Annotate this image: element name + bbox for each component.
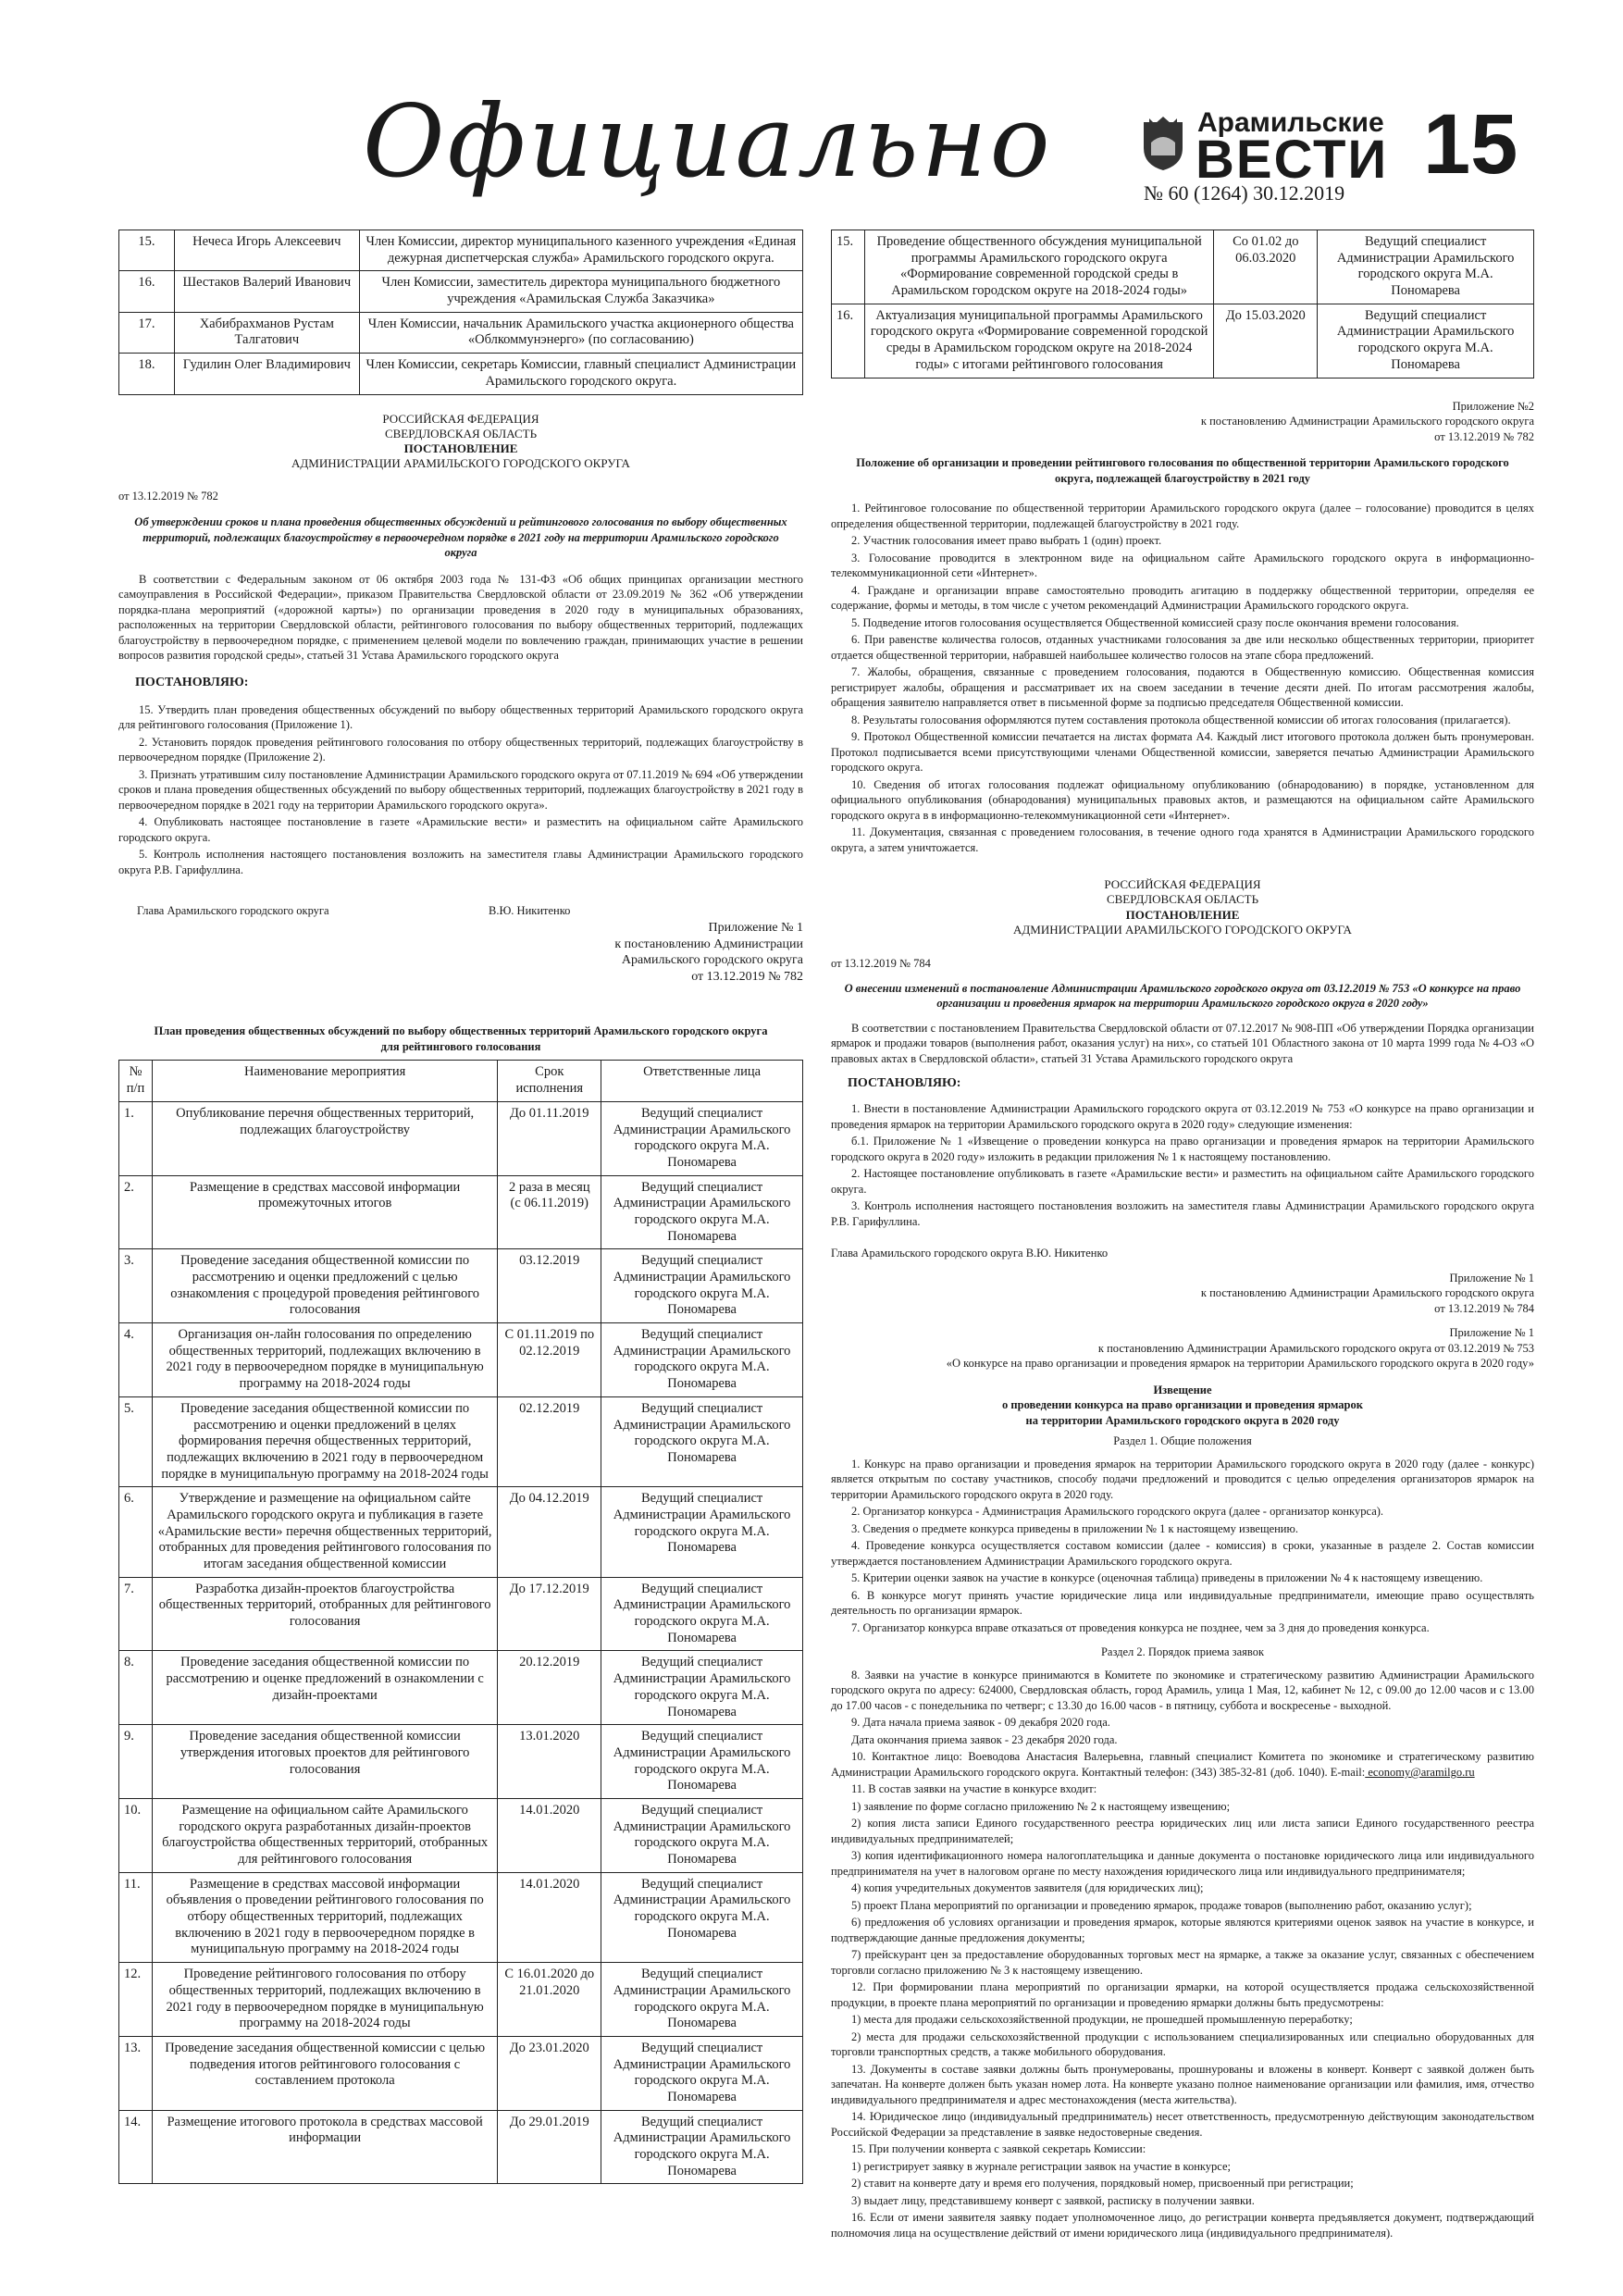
paragraph: 1) заявление по форме согласно приложению № 2 к настоящему извещению; [851,1799,1231,1813]
row-number: 2. [119,1175,153,1249]
event-name: Проведение заседания общественной комиссии утверждения итоговых проектов для рейтингового голосования [152,1725,497,1799]
event-term: 02.12.2019 [498,1396,601,1486]
plan-row [119,1798,803,1872]
row-number: 11. [119,1872,153,1962]
event-name: Размещение в средствах массовой информации объявления о проведении рейтингового голосования по отбору общественных территорий, подлежащих включению в 2021 году в первоочередном порядке в муниципальную программу на 2018-2024 годы [152,1872,497,1962]
plan-table-continued [831,230,1534,379]
event-name: Размещение итогового протокола в средствах массовой информации [152,2110,497,2184]
responsible-person: Ведущий специалист Администрации Арамильского городского округа М.А. Пономарева [601,1487,803,1577]
paragraph: 16. Если от имени заявителя заявку подает уполномоченное лицо, до регистрации конверта предъявляется документ, подтверждающий полномочия лица на осуществление действий от имени юридического лица (индивидуального предпринимателя). [831,2211,1534,2240]
row-number: 16. [119,271,175,312]
responsible-person: Ведущий специалист Администрации Арамильского городского округа М.А. Пономарева [601,1651,803,1725]
plan-row [119,1487,803,1577]
logo-bottom-text: ВЕСТИ [1196,130,1389,190]
responsible-person: Ведущий специалист Администрации Арамильского городского округа М.А. Пономарева [601,1396,803,1486]
plan-row [119,2110,803,2184]
event-name: Размещение на официальном сайте Арамильского городского округа разработанных дизайн-проектов благоустройства общественных территорий, отобранных для рейтингового голосования [152,1798,497,1872]
row-number: 14. [119,2110,153,2184]
event-term: До 04.12.2019 [498,1487,601,1577]
event-name: Проведение заседания общественной комиссии по рассмотрению и оценке предложений в ознакомлении с дизайн-проектами [152,1651,497,1725]
event-name: Проведение заседания общественной комиссии по рассмотрению и оценки предложений с целью ознакомления с процедурой проведения рейтингового голосования [152,1249,497,1323]
plan-row [119,1101,803,1175]
appendix2-title: Положение об организации и проведении рейтингового голосования по общественной территории Арамильского городского округа, подлежащей благоустройству в 2021 году [856,456,1509,485]
paragraph: 1) регистрирует заявку в журнале регистрации заявок на участие в конкурсе; [851,2159,1232,2173]
page-number: 15 [1423,97,1518,192]
paragraph: 14. Юридическое лицо (индивидуальный предприниматель) несет ответственность, предусмотренную действующим законодательством Российской Федерации за представление в заявке недостоверные сведения. [831,2110,1534,2139]
decree1-appendix: Приложение № 1 к постановлению Администрации Арамильского городского округа от 13.12.2019 № 782 [614,921,803,984]
member-name: Нечеса Игорь Алексеевич [174,230,359,271]
member-role: Член Комиссии, секретарь Комиссии, главный специалист Администрации Арамильского городского округа. [359,354,802,394]
event-term: 14.01.2020 [498,1872,601,1962]
row-number: 15. [119,230,175,271]
paragraph: 1. Конкурс на право организации и проведения ярмарок на территории Арамильского городского округа в 2020 году (далее - конкурс) является открытым по составу участников, способу подачи предложений и проводится с целью определения организаторов ярмарок на территории Арамильского городского округа в 2020 году. [831,1457,1534,1501]
responsible-person: Ведущий специалист Администрации Арамильского городского округа М.А. Пономарева [1318,230,1534,304]
plan-row [119,1249,803,1323]
row-number: 18. [119,354,175,394]
paragraph: 9. Протокол Общественной комиссии печатается на листах формата А4. Каждый лист итогового протокола должен быть пронумерован. Протокол подписывается всеми присутствующими членами Общественной комиссии, заверяется печатью Администрации Арамильского городского округа. [831,730,1534,774]
row-number: 17. [119,312,175,353]
paragraph: 8. Заявки на участие в конкурсе принимаются в Комитете по экономике и стратегическому развитию Администрации Арамильского городского округа по адресу: 624000, Свердловская область, город Арамиль, улица 1 Мая, 12, кабинет № 12, с 09.00 до 12.00 часов и с 13.00 до 17.00 часов - с понедельника по четверг; с 13.30 до 16.00 часов - в пятницу, суббота и воскресенье - выходной. [831,1668,1534,1712]
member-role: Член Комиссии, начальник Арамильского участка акционерного общества «Облкоммунэнерго» (по согласованию) [359,312,802,353]
row-number: 7. [119,1577,153,1651]
issue-number: № 60 (1264) 30.12.2019 [1144,181,1345,205]
paragraph: 2. Участник голосования имеет право выбрать 1 (один) проект. [851,534,1162,547]
event-term: До 17.12.2019 [498,1577,601,1651]
decree1-title: Об утверждении сроков и плана проведения общественных обсуждений и рейтингового голосования по выбору общественных территорий, подлежащих благоустройству в первоочередном порядке в 2021 году на территории Арамильского городского округа [134,515,787,559]
paragraph: 3) копия идентификационного номера налогоплательщика и данные документа о постановке юридического лица или индивидуального предпринимателя на учет в налоговом органе по месту нахождения юридического лица или индивидуального предпринимателя; [831,1849,1534,1878]
row-number: 13. [119,2036,153,2110]
plan-row [119,1651,803,1725]
plan-row [119,1725,803,1799]
responsible-person: Ведущий специалист Администрации Арамильского городского округа М.А. Пономарева [601,1249,803,1323]
paragraph: 3. Голосование проводится в электронном виде на официальном сайте Арамильского городского округа в информационно-телекоммуникационной сети «Интернет». [831,551,1534,579]
event-name: Актуализация муниципальной программы Арамильского городского округа «Формирование современной городской среды в Арамильском городском округе на 2018-2024 годы» с итогами рейтингового голосования [864,304,1213,378]
decree2-signature: Глава Арамильского городского округа В.Ю. Никитенко [831,1247,1109,1260]
plan-row [119,1175,803,1249]
member-name: Гудилин Олег Владимирович [174,354,359,394]
decree1-item: 2. Установить порядок проведения рейтингового голосования по отбору общественных территорий, подлежащих благоустройству в первоочередном порядке (Приложение 2). [118,735,803,764]
decree1-signature: Глава Арамильского городского округа В.Ю. Никитенко [137,904,571,918]
plan-row [119,1323,803,1397]
row-number: 15. [832,230,865,304]
responsible-person: Ведущий специалист Администрации Арамильского городского округа М.А. Пономарева [601,1725,803,1799]
plan-row [119,1963,803,2037]
paragraph: 5. Критерии оценки заявок на участие в конкурсе (оценочная таблица) приведены в приложении № 4 к настоящему извещению. [851,1571,1483,1585]
event-name: Проведение заседания общественной комиссии с целью подведения итогов рейтингового голосования с составлением протокола [152,2036,497,2110]
event-name: Разработка дизайн-проектов благоустройства общественных территорий, отобранных для рейтингового голосования [152,1577,497,1651]
paragraph: 2) копия листа записи Единого государственного реестра юридических лиц или листа записи Единого государственного реестра индивидуальных предпринимателей; [831,1817,1534,1845]
event-term: 14.01.2020 [498,1798,601,1872]
paragraph: 12. При формировании плана мероприятий по организации ярмарки, на которой осуществляется продажа сельскохозяйственной продукции, в проекте плана мероприятий по организации и проведению ярмарки должны быть предусмотрены: [831,1980,1534,2009]
decree1-date: от 13.12.2019 № 782 [118,489,218,503]
logo-top-text: Арамильские [1197,107,1384,138]
decree2-appendix-b: Приложение № 1 к постановлению Администрации Арамильского городского округа от 03.12.2019 № 753 «О конкурсе на право организации и проведения ярмарок на территории Арамильского городского округа в 2020 году» [946,1326,1534,1371]
event-name: Утверждение и размещение на официальном сайте Арамильского городского округа и публикация в газете «Арамильские вести» перечня общественных территорий, отобранных для проведения рейтингового голосования по итогам заседания общественной комиссии [152,1487,497,1577]
plan-row [119,1396,803,1486]
section-title: Официально [363,84,1053,200]
event-term: С 16.01.2020 до 21.01.2020 [498,1963,601,2037]
decree2-preamble: В соответствии с постановлением Правительства Свердловской области от 07.12.2017 № 908-ПП «Об утверждении Порядка организации ярмарок и продажи товаров (выполнения работ, оказания услуг) на них», со статьей 101 Областного закона от 10 марта 1999 года № 4-ОЗ «О правовых актах в Свердловской области», статьей 31 Устава Арамильского городского округа [831,1021,1534,1065]
plan-row [119,2036,803,2110]
commission-row [119,312,803,353]
row-number: 3. [119,1249,153,1323]
decree1-resolve: ПОСТАНОВЛЯЮ: [135,675,249,689]
plan-header-cell: № п/п [119,1061,153,1101]
event-term: До 01.11.2019 [498,1101,601,1175]
paragraph: 2. Организатор конкурса - Администрация Арамильского городского округа (далее - организатор конкурса). [851,1505,1384,1519]
city-crest-icon [1140,115,1186,172]
row-number: 9. [119,1725,153,1799]
plan-title: План проведения общественных обсуждений по выбору общественных территорий Арамильского городского округа для рейтингового голосования [154,1024,768,1053]
event-term: До 15.03.2020 [1214,304,1318,378]
paragraph: 2) ставит на конверте дату и время его получения, порядковый номер, присвоенный при регистрации; [851,2177,1354,2191]
plan-header-cell: Срок исполнения [498,1061,601,1101]
paragraph: 2) места для продажи сельскохозяйственной продукции с использованием специализированных или специально оборудованных для торговли транспортных средств, а также мобильного оборудования. [831,2029,1534,2059]
appendix2-header: Приложение №2 к постановлению Администрации Арамильского городского округа от 13.12.2019 № 782 [1200,399,1534,443]
plan-header-cell: Ответственные лица [601,1061,803,1101]
member-name: Шестаков Валерий Иванович [174,271,359,312]
plan-row [832,304,1534,378]
member-name: Хабибрахманов Рустам Талгатович [174,312,359,353]
decree2-header: РОССИЙСКАЯ ФЕДЕРАЦИЯ СВЕРДЛОВСКАЯ ОБЛАСТЬ ПОСТАНОВЛЕНИЕ АДМИНИСТРАЦИИ АРАМИЛЬСКОГО ГОРОДСКОГО ОКРУГА [1013,877,1352,937]
paragraph: 7. Жалобы, обращения, связанные с проведением голосования, подаются в Общественную комиссию. Общественная комиссия регистрирует жалобы, обращения и рассматривает их на своем заседании в течение десяти дней. По итогам рассмотрения жалобы, обращения заявителю направляется ответ в письменной форме за подписью председателя Общественной комиссии. [831,665,1534,709]
event-name: Проведение общественного обсуждения муниципальной программы Арамильского городского округа «Формирование современной городской среды в Арамильском городском округе на 2018-2024 годы» [864,230,1213,304]
plan-row [119,1577,803,1651]
member-role: Член Комиссии, директор муниципального казенного учреждения «Единая дежурная диспетчерская служба» Арамильского городского округа. [359,230,802,271]
responsible-person: Ведущий специалист Администрации Арамильского городского округа М.А. Пономарева [601,1577,803,1651]
row-number: 8. [119,1651,153,1725]
paragraph: 8. Результаты голосования оформляются путем составления протокола общественной комиссии об итогах голосования (прилагается). [851,713,1511,726]
appendix2-items [831,501,1534,855]
responsible-person: Ведущий специалист Администрации Арамильского городского округа М.А. Пономарева [601,2110,803,2184]
paragraph: 4. Проведение конкурса осуществляется составом комиссии (далее - комиссия) в сроки, указанные в разделе 2. Состав комиссии утверждается постановлением Администрации Арамильского городского округа. [831,1539,1534,1568]
decree2-item: 3. Контроль исполнения настоящего постановления возложить на заместителя главы Администрации Арамильского городского округа Р.В. Гарифуллина. [831,1199,1534,1228]
row-number: 5. [119,1396,153,1486]
event-term: 03.12.2019 [498,1249,601,1323]
row-number: 12. [119,1963,153,2037]
responsible-person: Ведущий специалист Администрации Арамильского городского округа М.А. Пономарева [601,1101,803,1175]
responsible-person: Ведущий специалист Администрации Арамильского городского округа М.А. Пономарева [601,1323,803,1397]
paragraph: 6. При равенстве количества голосов, отданных участниками голосования за две или несколько общественных территории, приоритет отдается общественной территории, набравшей наибольшее количество голосов на этапе сбора предложений. [831,633,1534,662]
paragraph: 7. Организатор конкурса вправе отказаться от проведения конкурса не позднее, чем за 3 дня до проведения конкурса. [851,1620,1430,1634]
event-term: До 29.01.2019 [498,2110,601,2184]
paragraph: 4. Граждане и организации вправе самостоятельно проводить агитацию в поддержку общественной территории, определяя ее содержание, формы и методы, в том числе с учетом рекомендаций Администрации Арамильского городского округа. [831,583,1534,612]
event-name: Размещение в средствах массовой информации промежуточных итогов [152,1175,497,1249]
plan-row [119,1872,803,1962]
responsible-person: Ведущий специалист Администрации Арамильского городского округа М.А. Пономарева [1318,304,1534,378]
event-term: 13.01.2020 [498,1725,601,1799]
decree2-date: от 13.12.2019 № 784 [831,957,931,970]
paragraph: 1. Рейтинговое голосование по общественной территории Арамильского городского округа (далее – голосование) проводится в целях определения общественной территории, подлежащей благоустройству в 2021 году. [831,502,1534,530]
paragraph: 5) проект Плана мероприятий по организации и проведению ярмарок, продаже товаров (выполнению работ, оказанию услуг); [851,1898,1472,1912]
paragraph: 4) копия учредительных документов заявителя (для юридических лиц); [851,1881,1204,1895]
section2-title: Раздел 2. Порядок приема заявок [1100,1645,1265,1659]
right-column [831,230,1534,2242]
paragraph: 5. Подведение итогов голосования осуществляется Общественной комиссией сразу после окончания времени голосования. [851,615,1459,629]
decree2-item: 2. Настоящее постановление опубликовать в газете «Арамильские вести» и разместить на официальном сайте Арамильского городского округа. [831,1167,1534,1196]
commission-row [119,354,803,394]
paragraph: 13. Документы в составе заявки должны быть пронумерованы, прошнурованы и вложены в конверт. Конверт с заявкой должен быть запечатан. На конверте должен быть указан номер лота. На конверте указано полное наименование организации или фамилия, имя, отчество индивидуального предпринимателя и адрес местонахождения (места жительства). [831,2062,1534,2106]
plan-header-cell: Наименование мероприятия [152,1061,497,1101]
section1-items [831,1457,1534,1636]
event-term: С 01.11.2019 по 02.12.2019 [498,1323,601,1397]
paragraph: 7) прейскурант цен за предоставление оборудованных торговых мест на ярмарке, а также за оказание услуг, связанных с обеспечением торговли согласно приложению № 3 к настоящему извещению. [831,1948,1534,1977]
decree1-item: 4. Опубликовать настоящее постановление в газете «Арамильские вести» и разместить на официальном сайте Арамильского городского округа. [118,815,803,844]
email-link[interactable]: economy@aramilgo.ru [1365,1765,1475,1779]
responsible-person: Ведущий специалист Администрации Арамильского городского округа М.А. Пономарева [601,2036,803,2110]
decree1-item: 3. Признать утратившим силу постановление Администрации Арамильского городского округа от 07.11.2019 № 694 «Об утверждении сроков и плана проведения общественных обсуждений по выбору общественных территорий, подлежащих благоустройству в 2021 году в первоочередном порядке в 2021 году на территории Арамильского городского округа». [118,767,803,812]
paragraph: 6) предложения об условиях организации и проведения ярмарок, которые являются критериями оценок заявок на участие в конкурсе, и подтверждающие данные предложения документы; [831,1916,1534,1944]
responsible-person: Ведущий специалист Администрации Арамильского городского округа М.А. Пономарева [601,1798,803,1872]
row-number: 1. [119,1101,153,1175]
paragraph: 10. Сведения об итогах голосования подлежат официальному опубликованию (обнародованию) в порядке, установленном для официального опубликования (обнародования) муниципальных правовых актов, и размещаются на официальном сайте Арамильского городского округа в в информационно-телекоммуникационной сети «Интернет». [831,777,1534,822]
event-term: Со 01.02 до 06.03.2020 [1214,230,1318,304]
plan-row [832,230,1534,304]
decree1-item: 15. Утвердить план проведения общественных обсуждений по выбору общественных территорий Арамильского городского округа для рейтингового голосования (Приложение 1). [118,702,803,732]
decree1-preamble: В соответствии с Федеральным законом от 06 октября 2003 года № 131-ФЗ «Об общих принципах организации местного самоуправления в Российской Федерации», приказом Правительства Свердловской области от 23.09.2019 № 362 «Об утверждении порядка-плана мероприятий («дорожной карты») по организации проведения в 2020 году в муниципальных образованиях, расположенных на территории Свердловской области, рейтингового голосования по выбору общественных территорий, подлежащих благоустройству в первоочередном порядке, с применением целевой модели по вовлечению граждан, принимающих участие в решении вопросов развития городской среды», статьей 31 Устава Арамильского городского округа [118,572,803,662]
row-number: 4. [119,1323,153,1397]
left-column [118,230,803,2184]
paragraph: 11. В состав заявки на участие в конкурсе входит: [851,1782,1097,1796]
paragraph: 6. В конкурсе могут принять участие юридические лица или индивидуальные предприниматели, имеющие право осуществлять деятельность по организации ярмарок. [831,1588,1534,1618]
event-term: 2 раза в месяц (с 06.11.2019) [498,1175,601,1249]
paragraph: 11. Документация, связанная с проведением голосования, в течение одного года хранятся в Администрации Арамильского городского округа, а затем уничтожается. [831,825,1534,854]
decree2-resolve: ПОСТАНОВЛЯЮ: [848,1076,961,1090]
commission-row [119,271,803,312]
newspaper-logo [1140,102,1389,190]
row-number: 6. [119,1487,153,1577]
decree1-item: 5. Контроль исполнения настоящего постановления возложить на заместителя главы Администрации Арамильского городского округа Р.В. Гарифуллина. [118,848,803,876]
notice-title: Извещение о проведении конкурса на право организации и проведения ярмарок на территории Арамильского городского округа в 2020 году [1002,1383,1363,1427]
paragraph: 3) выдает лицу, представившему конверт с заявкой, расписку в получении заявки. [851,2193,1255,2207]
decree2-item: 1. Внести в постановление Администрации Арамильского городского округа от 03.12.2019 № 753 «О конкурсе на право организации и проведения ярмарок на территории Арамильского городского округа в 2020 году» следующие изменения: [831,1102,1534,1131]
section2-items [831,1668,1534,2241]
commission-table [118,230,803,395]
event-term: 20.12.2019 [498,1651,601,1725]
paragraph: Дата окончания приема заявок - 23 декабря 2020 года. [851,1732,1118,1746]
responsible-person: Ведущий специалист Администрации Арамильского городского округа М.А. Пономарева [601,1175,803,1249]
row-number: 10. [119,1798,153,1872]
decree1-header: РОССИЙСКАЯ ФЕДЕРАЦИЯ СВЕРДЛОВСКАЯ ОБЛАСТЬ ПОСТАНОВЛЕНИЕ АДМИНИСТРАЦИИ АРАМИЛЬСКОГО ГОРОДСКОГО ОКРУГА [291,411,630,471]
event-name: Организация он-лайн голосования по определению общественных территорий, подлежащих включению в 2021 году в первоочередном порядке в муниципальную программу на 2018-2024 годы [152,1323,497,1397]
decree2-item: б.1. Приложение № 1 «Извещение о проведении конкурса на право организации и проведения ярмарок на территории Арамильского городского округа в 2020 году» изложить в редакции приложения № 1 к настоящему постановлению. [831,1135,1534,1163]
event-name: Проведение рейтингового голосования по отбору общественных территорий, подлежащих включению в 2021 году в первоочередном порядке в муниципальную программу на 2018-2024 годы [152,1963,497,2037]
decree2-title: О внесении изменений в постановление Администрации Арамильского городского округа от 03.12.2019 № 753 «О конкурсе на право организации и проведения ярмарок на территории Арамильского городского округа в 2020 году» [844,981,1521,1010]
responsible-person: Ведущий специалист Администрации Арамильского городского округа М.А. Пономарева [601,1872,803,1962]
paragraph: 3. Сведения о предмете конкурса приведены в приложении № 1 к настоящему извещению. [851,1521,1298,1535]
decree2-appendix-a: Приложение № 1 к постановлению Администрации Арамильского городского округа от 13.12.2019 № 784 [1200,1271,1534,1315]
paragraph: 15. При получении конверта с заявкой секретарь Комиссии: [851,2142,1146,2156]
event-name: Проведение заседания общественной комиссии по рассмотрению и оценки предложений в целях формирования перечня общественных территорий, подлежащих включению в 2021 году в первоочередном порядке в муниципальную программу на 2018-2024 годы [152,1396,497,1486]
responsible-person: Ведущий специалист Администрации Арамильского городского округа М.А. Пономарева [601,1963,803,2037]
event-term: До 23.01.2020 [498,2036,601,2110]
event-name: Опубликование перечня общественных территорий, подлежащих благоустройству [152,1101,497,1175]
section1-title: Раздел 1. Общие положения [1113,1434,1252,1448]
member-role: Член Комиссии, заместитель директора муниципального бюджетного учреждения «Арамильская Служба Заказчика» [359,271,802,312]
paragraph: 9. Дата начала приема заявок - 09 декабря 2020 года. [851,1716,1110,1730]
commission-row [119,230,803,271]
paragraph: 10. Контактное лицо: Воеводова Анастасия Валерьевна, главный специалист Комитета по экономике и стратегическому развитию Администрации Арамильского городского округа. Контактный телефон: (343) 385-32-81 (доб. 1040). E-mail: economy@aramilgo.ru [831,1750,1534,1779]
paragraph: 1) места для продажи сельскохозяйственной продукции, не прошедшей промышленную переработку; [851,2013,1353,2027]
row-number: 16. [832,304,865,378]
plan-table [118,1060,803,2184]
